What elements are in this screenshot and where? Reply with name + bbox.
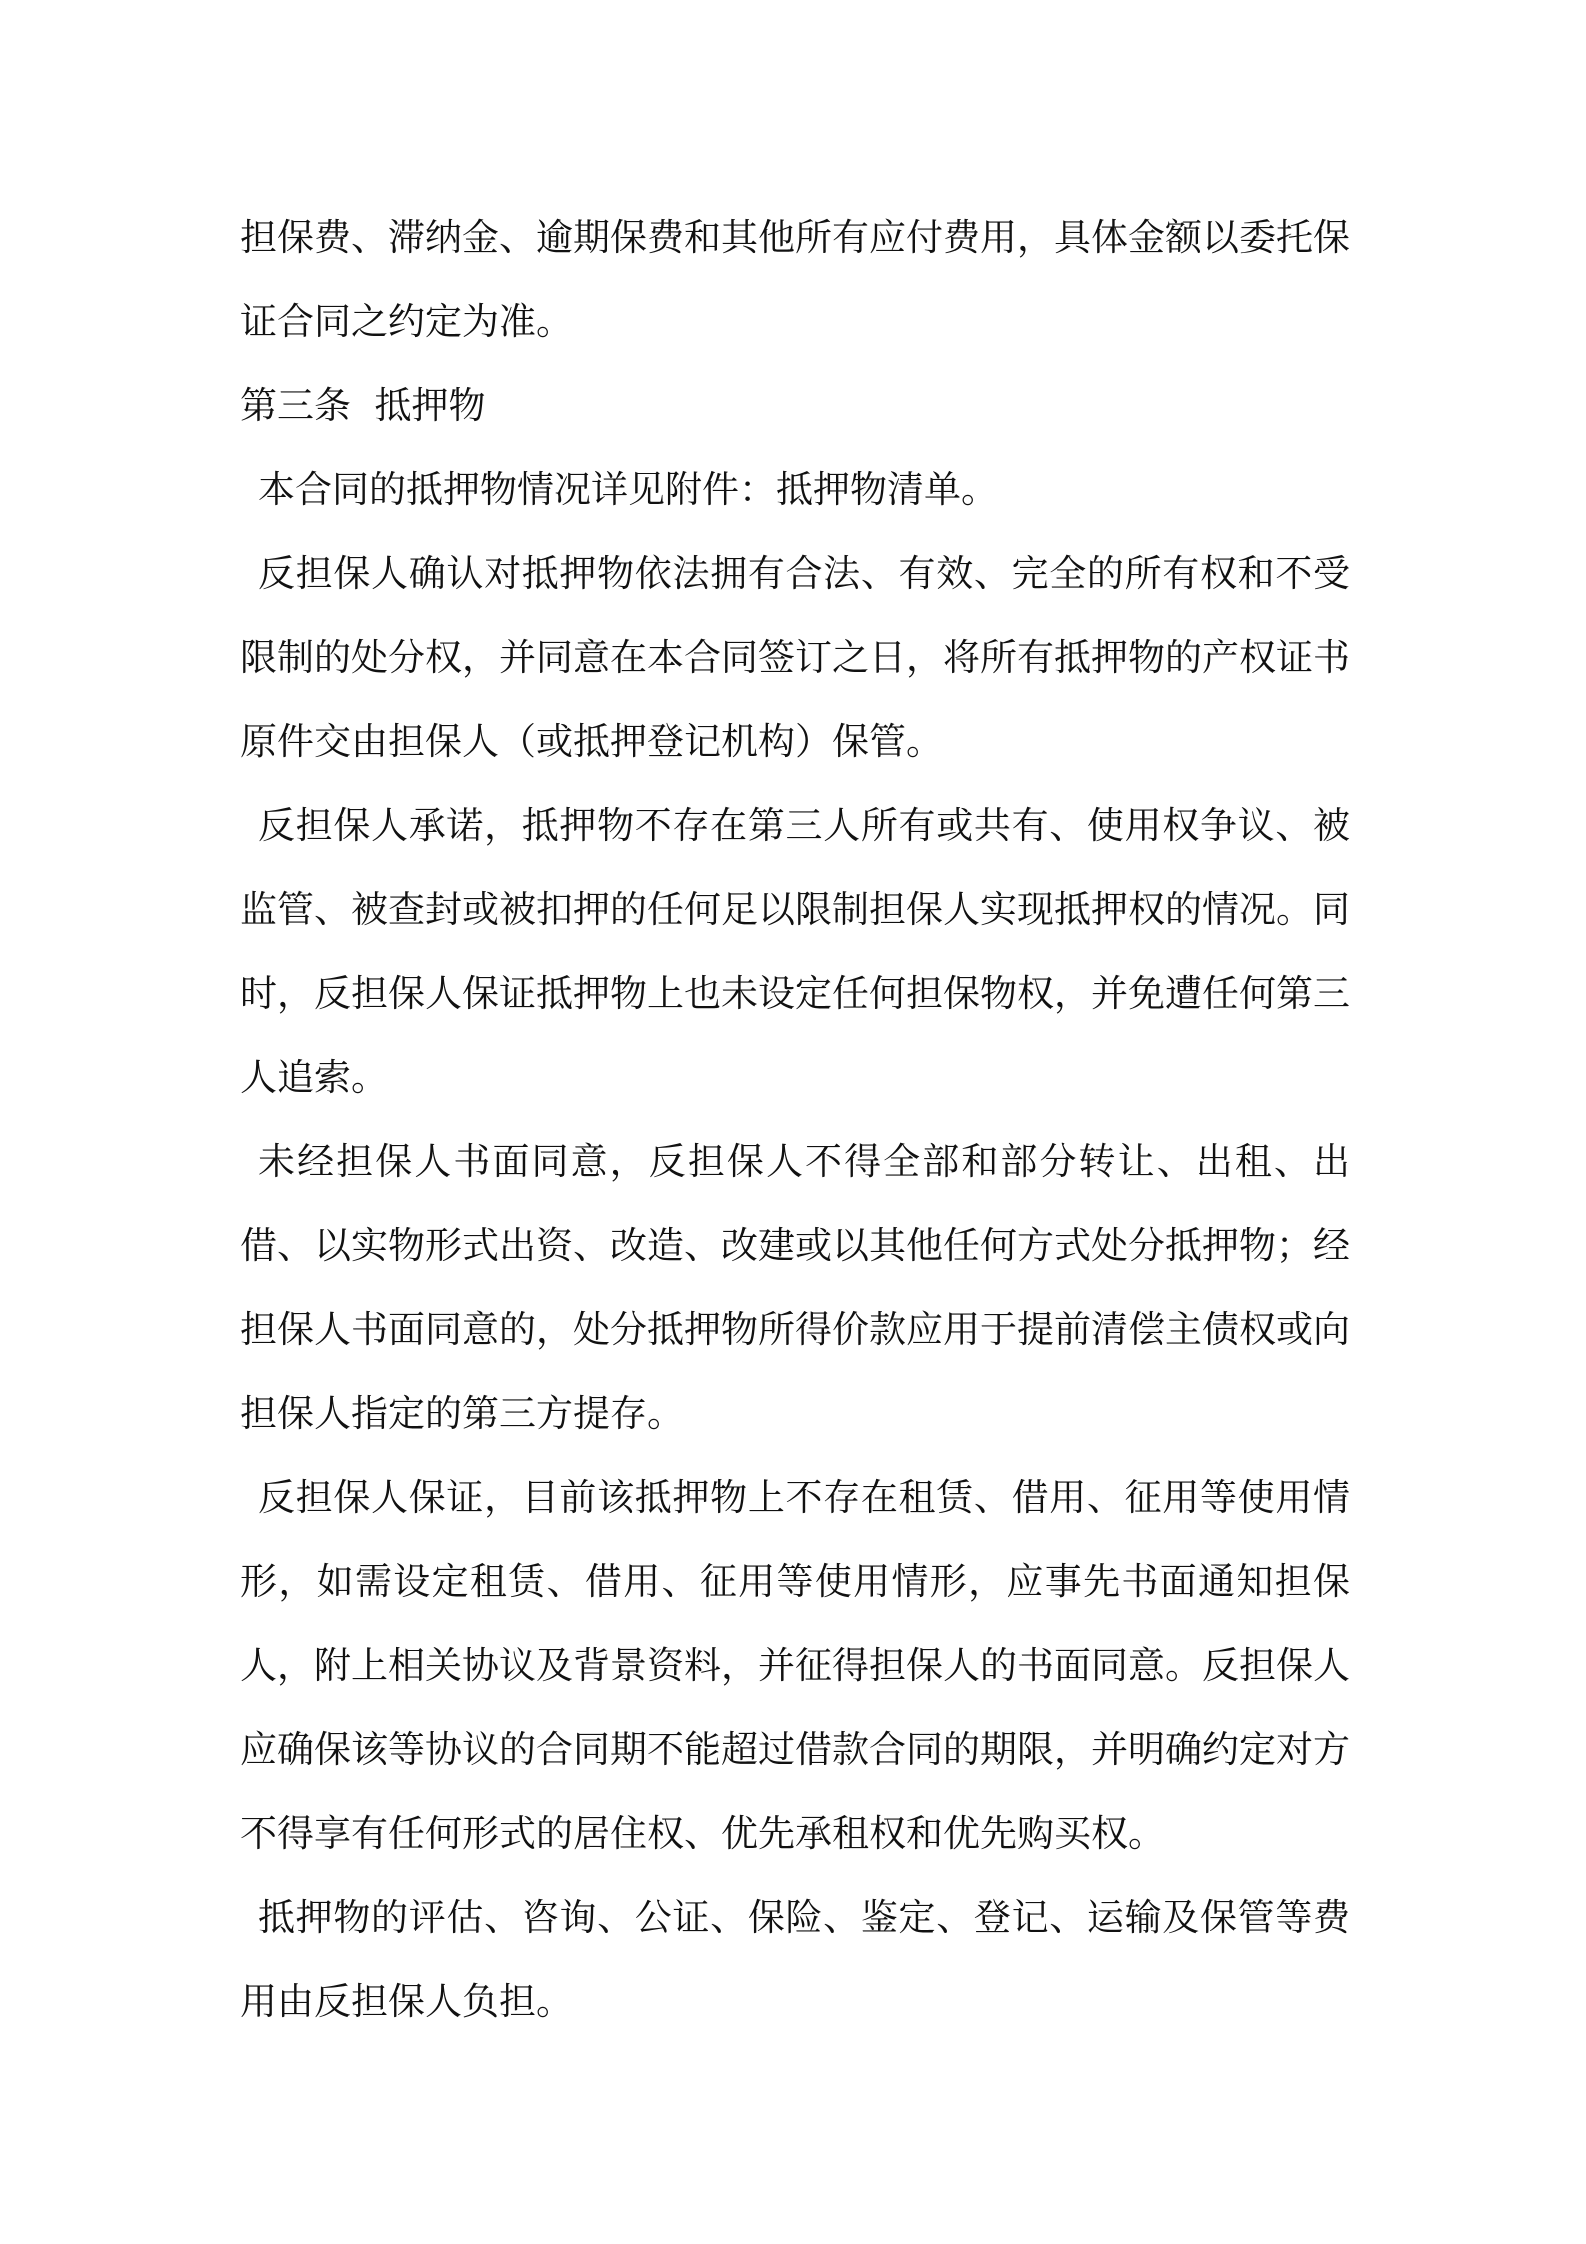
paragraph-ownership-confirmation: 反担保人确认对抵押物依法拥有合法、有效、完全的所有权和不受限制的处分权，并同意在本合同签订之日，将所有抵押物的产权证书原件交由担保人（或抵押登记机构）保管。 (240, 552, 1350, 763)
paragraph-lease-restriction: 反担保人保证，目前该抵押物上不存在租赁、借用、征用等使用情形，如需设定租赁、借用、征用等使用情形，应事先书面通知担保人，附上相关协议及背景资料，并征得担保人的书面同意。反担保人应确保该等协议的合同期不能超过借款合同的期限，并明确约定对方不得享有任何形式的居住权、优先承租权和优先购买权。 (240, 1476, 1350, 1855)
paragraph-disposal-restriction: 未经担保人书面同意，反担保人不得全部和部分转让、出租、出借、以实物形式出资、改造、改建或以其他任何方式处分抵押物；经担保人书面同意的，处分抵押物所得价款应用于提前清偿主债权或向担保人指定的第三方提存。 (240, 1140, 1350, 1435)
paragraph-no-encumbrance: 反担保人承诺，抵押物不存在第三人所有或共有、使用权争议、被监管、被查封或被扣押的任何足以限制担保人实现抵押权的情况。同时，反担保人保证抵押物上也未设定任何担保物权，并免遭任何第三人追索。 (240, 804, 1350, 1099)
paragraph-expenses: 抵押物的评估、咨询、公证、保险、鉴定、登记、运输及保管等费用由反担保人负担。 (240, 1896, 1350, 2023)
document-body (240, 196, 1350, 2044)
paragraph-fee-continuation: 担保费、滞纳金、逾期保费和其他所有应付费用，具体金额以委托保证合同之约定为准。 (240, 216, 1350, 343)
article-heading: 第三条 抵押物 (240, 384, 486, 427)
paragraph-collateral-list: 本合同的抵押物情况详见附件：抵押物清单。 (258, 468, 998, 511)
